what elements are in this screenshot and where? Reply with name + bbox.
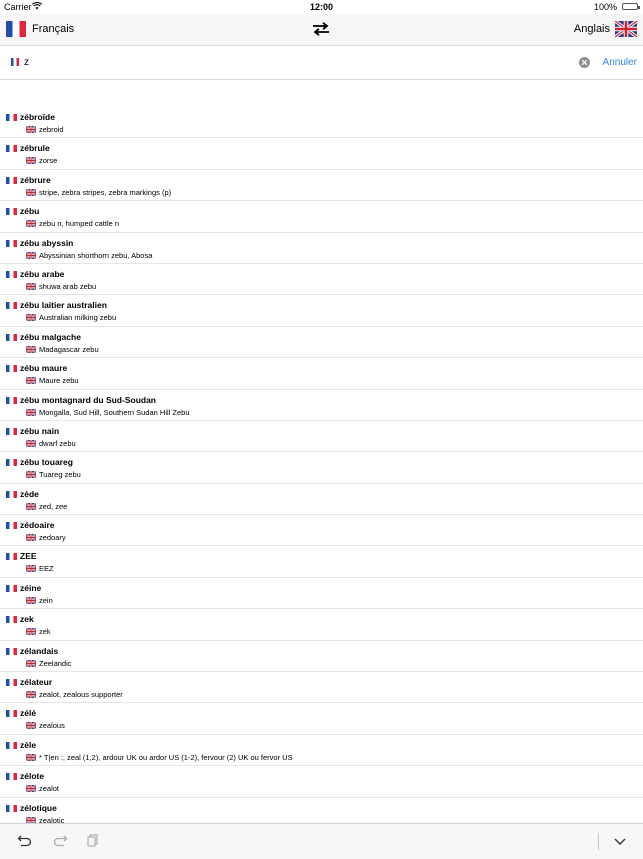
entry-translation: * T|en :, zeal (1,2), ardour UK ou ardor US (1-2), fervour (2) UK ou fervor US <box>39 752 293 762</box>
french-flag-icon <box>6 648 17 655</box>
entry-term: zélé <box>20 708 37 719</box>
entry-term: zek <box>20 614 34 625</box>
uk-flag-icon <box>26 722 36 729</box>
uk-flag-icon <box>26 597 36 604</box>
copy-icon[interactable] <box>85 834 101 848</box>
uk-flag-icon <box>26 628 36 635</box>
uk-flag-icon <box>26 252 36 259</box>
entry-term: zébu malgache <box>20 331 81 342</box>
status-bar <box>0 0 643 14</box>
list-item[interactable] <box>0 672 643 703</box>
french-flag-icon <box>6 145 17 152</box>
list-item[interactable] <box>0 703 643 734</box>
list-item[interactable] <box>0 798 643 823</box>
list-item[interactable] <box>0 233 643 264</box>
search-input[interactable] <box>24 54 564 71</box>
entry-term: zélote <box>20 771 45 782</box>
list-item[interactable] <box>0 609 643 640</box>
results-list <box>0 107 643 823</box>
entry-term: zébu touareg <box>20 457 73 468</box>
bottom-toolbar <box>0 823 643 859</box>
french-flag-icon <box>6 616 17 623</box>
target-language-label[interactable]: Anglais <box>573 23 610 35</box>
entry-translation: zealot <box>39 784 60 794</box>
entry-term: zédoaire <box>20 520 55 531</box>
cancel-button[interactable]: Annuler <box>602 57 637 68</box>
list-item[interactable] <box>0 452 643 483</box>
carrier-label: Carrier <box>4 2 32 12</box>
entry-term: zébroïde <box>20 112 55 122</box>
uk-flag-icon <box>26 660 36 667</box>
list-item[interactable] <box>0 546 643 577</box>
entry-translation: Maure zebu <box>39 376 79 386</box>
french-flag-icon <box>6 553 17 560</box>
french-flag-icon <box>6 177 17 184</box>
entry-term: zébu laitier australien <box>20 300 107 311</box>
entry-translation: zek <box>39 627 51 637</box>
french-flag-icon <box>6 271 17 278</box>
uk-flag-icon <box>26 691 36 698</box>
french-flag-icon <box>6 710 17 717</box>
list-item[interactable] <box>0 390 643 421</box>
french-flag-icon <box>6 679 17 686</box>
clear-search-icon[interactable] <box>579 57 590 68</box>
entry-translation: zebu n, humped cattle n <box>39 219 120 229</box>
uk-flag-icon <box>26 157 36 164</box>
undo-icon[interactable] <box>17 834 33 848</box>
entry-term: zébu montagnard du Sud-Soudan <box>20 394 156 405</box>
list-item[interactable] <box>0 201 643 232</box>
entry-translation: Mongalla, Sud Hill, Southern Sudan Hill Zebu <box>39 407 190 417</box>
entry-translation: zealot, zealous supporter <box>39 690 123 700</box>
list-item[interactable] <box>0 138 643 169</box>
entry-translation: stripe, zebra stripes, zebra markings (p) <box>39 187 172 197</box>
list-item[interactable] <box>0 421 643 452</box>
entry-translation: zealous <box>39 721 65 731</box>
list-item[interactable] <box>0 766 643 797</box>
list-item[interactable] <box>0 515 643 546</box>
entry-translation: zedoary <box>39 533 66 543</box>
redo-icon[interactable] <box>52 834 68 848</box>
entry-translation: zein <box>39 595 53 605</box>
entry-translation: Madagascar zebu <box>39 344 99 354</box>
entry-translation: zealotic <box>39 815 65 823</box>
entry-translation: EEZ <box>39 564 54 574</box>
swap-languages-icon[interactable] <box>311 22 331 36</box>
entry-term: zébrule <box>20 143 50 154</box>
french-flag-icon <box>6 742 17 749</box>
french-flag-icon <box>6 459 17 466</box>
entry-term: ZEE <box>20 551 37 562</box>
french-flag-icon[interactable] <box>6 21 26 37</box>
list-item[interactable] <box>0 170 643 201</box>
french-flag-icon <box>6 522 17 529</box>
entry-term: zède <box>20 488 39 499</box>
uk-flag-icon <box>26 126 36 133</box>
uk-flag-icon <box>26 534 36 541</box>
list-item[interactable] <box>0 358 643 389</box>
entry-translation: Abyssinian shorthorn zebu, Abosa <box>39 250 153 260</box>
entry-translation: shuwa arab zebu <box>39 281 97 291</box>
entry-translation: Tuareg zebu <box>39 470 81 480</box>
uk-flag-icon <box>26 283 36 290</box>
entry-term: zèle <box>20 739 37 750</box>
uk-flag-icon <box>26 565 36 572</box>
list-item[interactable] <box>0 641 643 672</box>
uk-flag-icon <box>26 503 36 510</box>
french-flag-icon <box>11 58 19 66</box>
source-language-label[interactable]: Français <box>32 23 75 35</box>
chevron-down-icon[interactable] <box>612 834 628 848</box>
entry-term: zébrure <box>20 174 51 185</box>
uk-flag-icon <box>26 346 36 353</box>
battery-percent: 100% <box>593 2 617 12</box>
list-item[interactable] <box>0 295 643 326</box>
clock: 12:00 <box>309 2 334 12</box>
entry-term: zéine <box>20 582 42 593</box>
entry-translation: zed, zee <box>39 501 68 511</box>
list-item[interactable] <box>0 327 643 358</box>
entry-term: zébu nain <box>20 425 60 436</box>
uk-flag-icon <box>26 471 36 478</box>
uk-flag-icon <box>26 409 36 416</box>
entry-term: zélateur <box>20 677 53 688</box>
battery-icon <box>622 3 638 10</box>
toolbar-divider <box>598 833 599 850</box>
french-flag-icon <box>6 397 17 404</box>
french-flag-icon <box>6 208 17 215</box>
french-flag-icon <box>6 428 17 435</box>
list-item[interactable] <box>0 484 643 515</box>
list-item[interactable] <box>0 578 643 609</box>
french-flag-icon <box>6 334 17 341</box>
search-bar <box>0 46 643 80</box>
entry-term: zébu abyssin <box>20 237 74 248</box>
french-flag-icon <box>6 805 17 812</box>
entry-term: zélandais <box>20 645 59 656</box>
language-bar <box>0 14 643 46</box>
entry-term: zébu maure <box>20 363 68 374</box>
uk-flag-icon <box>26 754 36 761</box>
uk-flag-icon <box>26 220 36 227</box>
entry-term: zélotique <box>20 802 57 813</box>
entry-translation: dwarf zebu <box>39 438 76 448</box>
french-flag-icon <box>6 491 17 498</box>
french-flag-icon <box>6 302 17 309</box>
french-flag-icon <box>6 240 17 247</box>
french-flag-icon <box>6 773 17 780</box>
list-item[interactable] <box>0 264 643 295</box>
entry-translation: zorse <box>39 156 58 166</box>
french-flag-icon <box>6 585 17 592</box>
uk-flag-icon[interactable] <box>615 21 637 37</box>
uk-flag-icon <box>26 440 36 447</box>
uk-flag-icon <box>26 189 36 196</box>
uk-flag-icon <box>26 377 36 384</box>
french-flag-icon <box>6 114 17 121</box>
uk-flag-icon <box>26 785 36 792</box>
french-flag-icon <box>6 365 17 372</box>
list-item[interactable] <box>0 735 643 766</box>
entry-term: zébu arabe <box>20 268 65 279</box>
entry-translation: Australian milking zebu <box>39 313 117 323</box>
entry-translation: Zeelandic <box>39 658 72 668</box>
uk-flag-icon <box>26 314 36 321</box>
entry-translation: zebroid <box>39 125 64 134</box>
list-item[interactable] <box>0 107 643 138</box>
entry-term: zébu <box>20 206 40 217</box>
